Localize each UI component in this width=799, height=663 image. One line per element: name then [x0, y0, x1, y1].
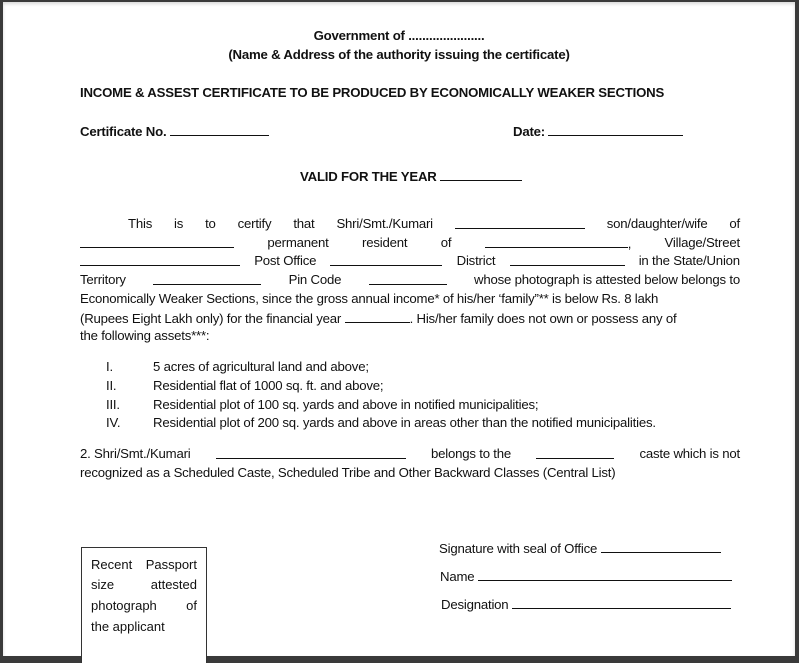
signature-blank[interactable]	[601, 540, 721, 553]
valid-year-label: VALID FOR THE YEAR	[300, 169, 437, 184]
comma: ,	[627, 236, 632, 251]
word: certify	[237, 216, 272, 231]
word: of	[729, 216, 740, 231]
word: the applicant	[91, 619, 165, 634]
asset-num: III.	[106, 397, 120, 412]
village-blank[interactable]	[80, 253, 240, 266]
word: is	[174, 216, 184, 231]
valid-year-field[interactable]	[300, 168, 522, 185]
text: caste which is not	[639, 446, 740, 461]
para2-line-2: recognized as a Scheduled Caste, Scheduled Tribe and Other Backward Classes (Central List)	[80, 465, 616, 480]
asset-num: II.	[106, 378, 117, 393]
word: Village/Street	[664, 235, 740, 250]
certificate-page	[3, 2, 795, 656]
state-blank[interactable]	[153, 272, 261, 285]
body-line-5: Economically Weaker Sections, since the gross annual income* of his/her ‘family”** is below Rs. 8 lakh	[80, 291, 659, 306]
word: photograph	[91, 598, 157, 613]
photo-box	[81, 547, 207, 663]
caste-blank[interactable]	[536, 446, 614, 459]
word: Passport	[145, 557, 197, 572]
signature-field[interactable]	[439, 540, 721, 557]
body-line-3	[80, 253, 740, 269]
asset-text: Residential plot of 200 sq. yards and above in areas other than the notified municipalities.	[153, 415, 656, 430]
word: Shri/Smt./Kumari	[336, 216, 433, 231]
word: Pin Code	[288, 272, 342, 287]
word: of	[440, 235, 452, 250]
asset-num: IV.	[106, 415, 121, 430]
text: 2. Shri/Smt./Kumari	[80, 446, 191, 461]
para2-name-blank[interactable]	[216, 446, 406, 459]
word: Post Office	[254, 253, 317, 268]
district-blank[interactable]	[510, 253, 625, 266]
body-line-1	[128, 216, 740, 232]
text: . His/her family does not own or possess any of	[409, 311, 677, 326]
word: to	[205, 216, 216, 231]
word: attested	[150, 577, 197, 592]
certificate-no-label: Certificate No.	[80, 124, 167, 139]
word: in the State/Union	[638, 253, 740, 268]
word: resident	[362, 235, 408, 250]
asset-text: Residential flat of 1000 sq. ft. and above;	[153, 378, 384, 393]
asset-text: 5 acres of agricultural land and above;	[153, 359, 369, 374]
word: This	[128, 216, 153, 231]
word: District	[456, 253, 496, 268]
body-line-2	[80, 235, 740, 252]
asset-text: Residential plot of 100 sq. yards and above in notified municipalities;	[153, 397, 539, 412]
date-blank[interactable]	[548, 123, 683, 136]
name-label: Name	[440, 569, 475, 584]
designation-blank[interactable]	[512, 596, 731, 609]
word: size	[91, 577, 115, 592]
applicant-name-blank[interactable]	[455, 216, 585, 229]
word: whose photograph is attested below belongs to	[474, 272, 740, 287]
date-label: Date:	[513, 124, 545, 139]
financial-year-blank[interactable]	[345, 310, 410, 323]
para2-line-1	[80, 446, 740, 462]
word: permanent	[267, 235, 329, 250]
word: that	[293, 216, 315, 231]
word: Recent	[91, 557, 133, 572]
word: Territory	[80, 272, 126, 287]
certificate-title: INCOME & ASSEST CERTIFICATE TO BE PRODUCED BY ECONOMICALLY WEAKER SECTIONS	[80, 85, 665, 100]
designation-field[interactable]	[441, 596, 731, 613]
date-field[interactable]	[513, 123, 683, 140]
asset-num: I.	[106, 359, 113, 374]
government-heading: Government of ......................	[313, 28, 485, 43]
post-office-blank[interactable]	[330, 253, 442, 266]
name-blank[interactable]	[478, 568, 732, 581]
word: son/daughter/wife	[606, 216, 708, 231]
residence-blank[interactable]	[485, 235, 628, 248]
certificate-no-blank[interactable]	[170, 123, 269, 136]
parent-name-blank[interactable]	[80, 235, 234, 248]
name-field[interactable]	[440, 568, 732, 585]
signature-label: Signature with seal of Office	[439, 541, 598, 556]
text: belongs to the	[430, 446, 512, 461]
certificate-no-field[interactable]	[80, 123, 269, 140]
pin-code-blank[interactable]	[369, 272, 447, 285]
authority-heading: (Name & Address of the authority issuing the certificate)	[228, 47, 570, 62]
designation-label: Designation	[441, 597, 509, 612]
body-line-4	[80, 272, 740, 288]
text: (Rupees Eight Lakh only) for the financial year	[80, 311, 342, 326]
valid-year-blank[interactable]	[440, 168, 522, 181]
word: of	[186, 598, 197, 613]
body-line-6	[80, 310, 677, 327]
body-line-7: the following assets***:	[80, 328, 210, 343]
